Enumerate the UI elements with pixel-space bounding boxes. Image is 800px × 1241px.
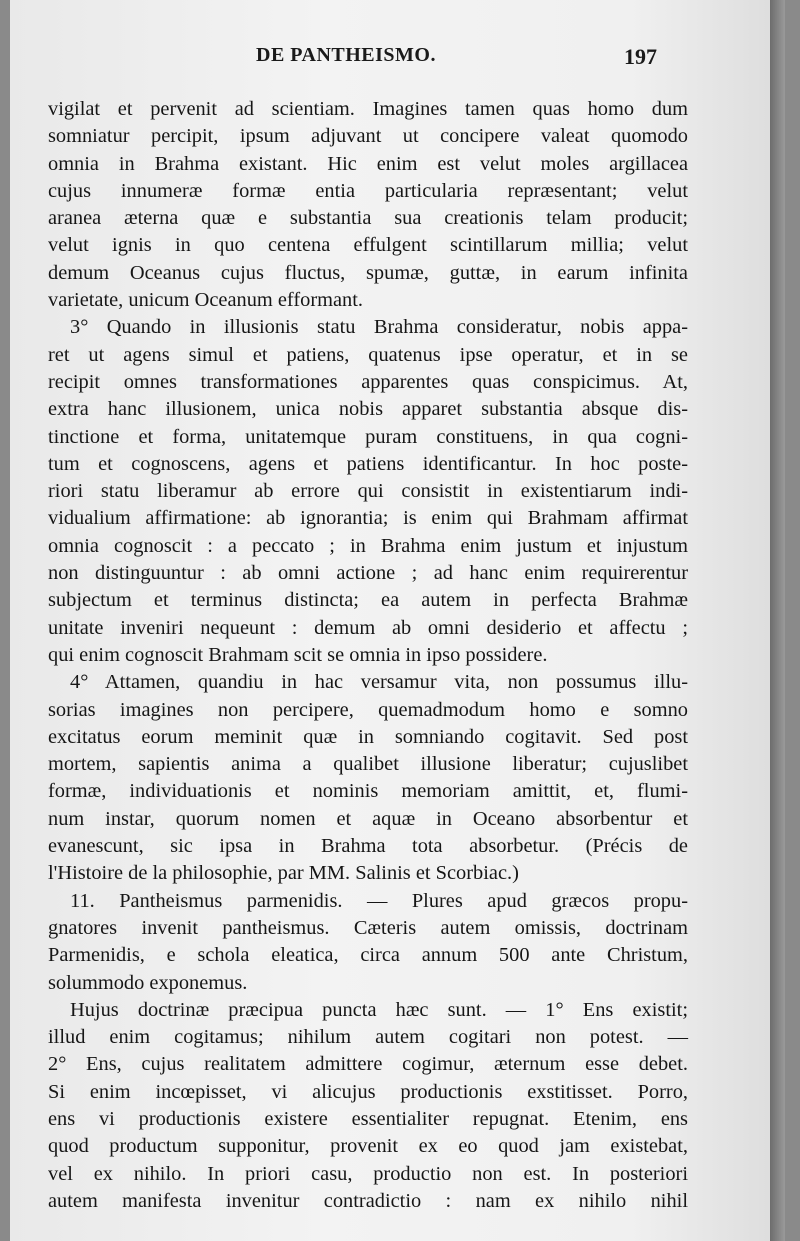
text-line: mortem, sapientis anima a qualibet illusione liberatur; cujuslibet bbox=[48, 753, 688, 776]
text-line: recipit omnes transformationes apparentes quas conspicimus. At, bbox=[48, 370, 688, 393]
text-line: tinctione et forma, unitatemque puram constituens, in qua cogni- bbox=[48, 425, 688, 448]
text-line: l'Histoire de la philosophie, par MM. Salinis et Scorbiac.) bbox=[48, 862, 519, 885]
book-page bbox=[10, 0, 785, 1241]
text-line: autem manifesta invenitur contradictio : nam ex nihilo nihil bbox=[48, 1189, 688, 1212]
text-line: 4° Attamen, quandiu in hac versamur vita, non possumus illu- bbox=[70, 671, 688, 694]
text-line: demum Oceanus cujus fluctus, spumæ, guttæ, in earum infinita bbox=[48, 261, 688, 284]
text-line: omnia cognoscit : a peccato ; in Brahma enim justum et injustum bbox=[48, 534, 688, 557]
text-line: illud enim cogitamus; nihilum autem cogitari non potest. — bbox=[48, 1026, 688, 1049]
text-line: qui enim cognoscit Brahmam scit se omnia in ipso possidere. bbox=[48, 643, 548, 666]
text-line: sorias imagines non percipere, quemadmodum homo e somno bbox=[48, 698, 688, 721]
text-line: excitatus eorum meminit quæ in somniando cogitavit. Sed post bbox=[48, 725, 688, 748]
text-line: Si enim incœpisset, vi alicujus productionis exstitisset. Porro, bbox=[48, 1080, 688, 1103]
text-line: 2° Ens, cujus realitatem admittere cogimur, æternum esse debet. bbox=[48, 1053, 688, 1076]
paragraph-3 bbox=[48, 669, 688, 887]
text-line: 3° Quando in illusionis statu Brahma consideratur, nobis appa- bbox=[70, 316, 688, 339]
text-line: gnatores invenit pantheismus. Cæteris autem omissis, doctrinam bbox=[48, 916, 688, 939]
text-line: extra hanc illusionem, unica nobis apparet substantia absque dis- bbox=[48, 398, 688, 421]
text-line: formæ, individuationis et nominis memoriam amittit, et, flumi- bbox=[48, 780, 688, 803]
text-line: velut ignis in quo centena effulgent scintillarum millia; velut bbox=[48, 234, 688, 257]
text-line: Parmenidis, e schola eleatica, circa annum 500 ante Christum, bbox=[48, 944, 688, 967]
text-line: evanescunt, sic ipsa in Brahma tota absorbetur. (Précis de bbox=[48, 835, 688, 858]
text-line: somniatur percipit, ipsum adjuvant ut concipere valeat quomodo bbox=[48, 125, 688, 148]
text-line: riori statu liberamur ab errore qui consistit in existentiarum indi- bbox=[48, 480, 688, 503]
text-line: Hujus doctrinæ præcipua puncta hæc sunt. — 1° Ens existit; bbox=[70, 998, 688, 1021]
paragraph-1 bbox=[48, 96, 688, 314]
text-line: tum et cognoscens, agens et patiens identificantur. In hoc poste- bbox=[48, 452, 688, 475]
text-line: varietate, unicum Oceanum efformant. bbox=[48, 289, 363, 312]
page-body bbox=[48, 96, 688, 1215]
text-line: omnia in Brahma existant. Hic enim est velut moles argillacea bbox=[48, 152, 688, 175]
page-edge-shadow bbox=[770, 0, 785, 1241]
text-line: solummodo exponemus. bbox=[48, 971, 248, 994]
text-line: ens vi productionis existere essentialiter repugnat. Etenim, ens bbox=[48, 1107, 688, 1130]
paragraph-4 bbox=[48, 888, 688, 997]
text-line: aranea æterna quæ e substantia sua creationis telam producit; bbox=[48, 207, 688, 230]
text-line: ret ut agens simul et patiens, quatenus ipse operatur, et in se bbox=[48, 343, 688, 366]
text-line: subjectum et terminus distincta; ea autem in perfecta Brahmæ bbox=[48, 589, 688, 612]
paragraph-2 bbox=[48, 314, 688, 669]
text-line: non distinguuntur : ab omni actione ; ad hanc enim requirerentur bbox=[48, 562, 688, 585]
section-heading-line: 11. Pantheismus parmenidis. — Plures apud græcos propu- bbox=[70, 889, 688, 912]
text-line: vel ex nihilo. In priori casu, productio non est. In posteriori bbox=[48, 1162, 688, 1185]
text-line: cujus innumeræ formæ entia particularia repræsentant; velut bbox=[48, 179, 688, 202]
running-header: DE PANTHEISMO. bbox=[256, 44, 436, 66]
paragraph-5 bbox=[48, 997, 688, 1215]
text-line: quod productum supponitur, provenit ex eo quod jam existebat, bbox=[48, 1135, 688, 1158]
text-line: vigilat et pervenit ad scientiam. Imagines tamen quas homo dum bbox=[48, 98, 688, 120]
text-line: vidualium affirmatione: ab ignorantia; is enim qui Brahmam affirmat bbox=[48, 507, 688, 530]
page-number: 197 bbox=[624, 44, 657, 69]
text-line: num instar, quorum nomen et aquæ in Oceano absorbentur et bbox=[48, 807, 688, 830]
text-line: unitate inveniri nequeunt : demum ab omni desiderio et affectu ; bbox=[48, 616, 688, 639]
